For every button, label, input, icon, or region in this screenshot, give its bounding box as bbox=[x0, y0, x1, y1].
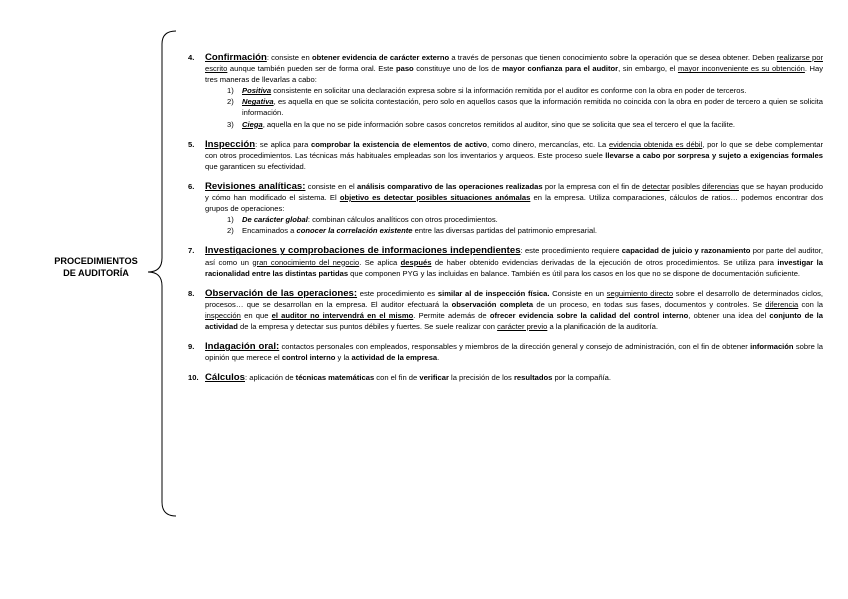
text-run: Encaminados a bbox=[242, 226, 297, 236]
sub-item bbox=[205, 85, 823, 96]
text-run: a la planificación de la auditoría. bbox=[547, 321, 658, 331]
procedure-term: Revisiones analíticas: bbox=[205, 180, 306, 192]
text-run: Negativa bbox=[242, 97, 274, 107]
text-run: observación completa bbox=[451, 299, 534, 309]
text-run: el auditor no intervendrá en el mismo bbox=[271, 310, 414, 320]
procedure-item bbox=[188, 181, 823, 236]
sub-item bbox=[205, 214, 823, 225]
text-run: con la bbox=[798, 299, 824, 309]
item-text bbox=[205, 372, 823, 383]
text-run: . Se aplica bbox=[359, 257, 401, 267]
item-number: 8. bbox=[188, 288, 195, 298]
text-run: Ciega bbox=[242, 119, 263, 129]
sub-item-number: 3) bbox=[227, 119, 234, 129]
text-run: por la compañía. bbox=[552, 373, 612, 383]
text-run: objetivo es detectar posibles situaciones anómalas bbox=[339, 193, 531, 203]
text-run: que componen PYG y las incluidas en balance. También es útil para los casos en los que no se dispone de documentación suficiente. bbox=[348, 268, 801, 278]
text-run: : este procedimiento requiere bbox=[520, 246, 622, 256]
text-run: comprobar la existencia de elementos de activo bbox=[310, 139, 487, 149]
text-run: capacidad de juicio y razonamiento bbox=[621, 246, 751, 256]
section-title-line-1: PROCEDIMIENTOS bbox=[54, 256, 138, 266]
sub-item-number: 2) bbox=[227, 226, 234, 236]
text-run: posibles bbox=[669, 181, 703, 191]
procedure-item bbox=[188, 288, 823, 332]
item-text bbox=[205, 245, 823, 278]
text-run: carácter previo bbox=[497, 321, 548, 331]
section-title-line-2: DE AUDITORÍA bbox=[63, 268, 129, 278]
text-run: diferencia bbox=[765, 299, 799, 309]
text-run: información bbox=[750, 342, 794, 352]
item-number: 10. bbox=[188, 373, 199, 383]
procedure-item bbox=[188, 372, 823, 383]
procedure-item bbox=[188, 52, 823, 130]
text-run: de un proceso, en todas sus fases, documentos y controles. Se bbox=[533, 299, 766, 309]
text-run: similar al de inspección física. bbox=[437, 288, 550, 298]
text-run: evidencia obtenida es débil bbox=[608, 139, 703, 149]
text-run: , por lo que se debe complementar con otros procedimientos. Las técnicas más habituales empleadas son los inventarios y arqueos. Este proceso suele bbox=[205, 139, 824, 160]
item-number: 9. bbox=[188, 342, 195, 352]
procedures-list bbox=[188, 52, 823, 392]
text-run: aunque también pueden ser de forma oral. Este bbox=[227, 64, 396, 74]
text-run: De carácter global bbox=[242, 215, 308, 225]
text-run: conocer la correlación existente bbox=[296, 226, 413, 236]
procedure-item bbox=[188, 139, 823, 172]
text-run: la precisión de los bbox=[448, 373, 514, 383]
text-run: constituye uno de los de bbox=[413, 64, 503, 74]
text-run: . bbox=[437, 353, 440, 363]
sub-item bbox=[205, 96, 823, 118]
text-run: seguimiento directo bbox=[606, 288, 674, 298]
curly-brace-icon bbox=[140, 30, 180, 520]
text-run: : se aplica para bbox=[255, 139, 311, 149]
text-run: de la empresa y detectar sus puntos débiles y fuertes. Se suele realizar con bbox=[237, 321, 498, 331]
text-run: verificar bbox=[419, 373, 449, 383]
text-run: , obtener una idea del bbox=[688, 310, 770, 320]
text-run: por parte del auditor, así como un bbox=[205, 246, 823, 267]
text-run: diferencias bbox=[702, 181, 739, 191]
text-run: . Permite además de bbox=[413, 310, 490, 320]
text-run: obtener evidencia de carácter externo bbox=[311, 53, 450, 62]
procedure-term: Cálculos bbox=[205, 372, 245, 384]
text-run: y la bbox=[335, 353, 352, 363]
procedure-term: Investigaciones y comprobaciones de informaciones independientes bbox=[205, 245, 521, 257]
text-run: después bbox=[400, 257, 432, 267]
sub-item-number: 2) bbox=[227, 97, 234, 107]
text-run: a través de personas que tienen conocimiento sobre la operación que se desea obtener. Deben bbox=[449, 53, 777, 62]
text-run: técnicas matemáticas bbox=[295, 373, 375, 383]
sub-item bbox=[205, 225, 823, 236]
text-run: realizarse por escrito bbox=[205, 53, 823, 74]
text-run: que garanticen su efectividad. bbox=[205, 161, 306, 171]
text-run: consiste en el bbox=[305, 181, 357, 191]
text-run: paso bbox=[395, 64, 414, 74]
text-run: detectar bbox=[642, 181, 670, 191]
text-run: llevarse a cabo por sorpresa y sujeto a exigencias formales bbox=[605, 150, 823, 160]
item-number: 7. bbox=[188, 246, 195, 256]
sub-item bbox=[205, 119, 823, 130]
text-run: ofrecer evidencia sobre la calidad del control interno bbox=[489, 310, 689, 320]
procedure-term: Inspección bbox=[205, 138, 256, 150]
text-run: , sin embargo, el bbox=[618, 64, 678, 74]
text-run: : consiste en bbox=[266, 53, 312, 62]
text-run: , aquella en la que no se pide información sobre casos concretos remitidos al auditor, sino que se solicita que sea el tercero el que la facilite. bbox=[262, 119, 736, 129]
text-run: en la empresa. Utiliza comparaciones, cálculos de ratios… podemos encontrar dos grupos de operaciones: bbox=[205, 193, 823, 214]
item-text bbox=[205, 288, 823, 332]
item-text bbox=[205, 139, 823, 172]
text-run: control interno bbox=[281, 353, 336, 363]
text-run: por la empresa con el fin de bbox=[542, 181, 643, 191]
text-run: : combinan cálculos analíticos con otros procedimientos. bbox=[307, 215, 498, 225]
text-run: en que bbox=[240, 310, 272, 320]
item-number: 4. bbox=[188, 53, 195, 62]
text-run: gran conocimiento del negocio bbox=[252, 257, 360, 267]
text-run: inspección bbox=[205, 310, 241, 320]
text-run: consistente en solicitar una declaración expresa sobre si la información remitida por el auditor es conforme con la obra en poder de terceros. bbox=[271, 86, 747, 96]
text-run: con el fin de bbox=[374, 373, 420, 383]
text-run: sobre el desarrollo de determinados ciclos, procesos… que se desarrollan en la empresa. El auditor efectuará la bbox=[205, 288, 823, 309]
text-run: , como dinero, mercancías, etc. La bbox=[486, 139, 609, 149]
item-text bbox=[205, 52, 823, 85]
text-run: Consiste en un bbox=[549, 288, 607, 298]
text-run: , es aquella en que se solicita contestación, pero solo en aquellos casos que la información remitida no coincida con la obra en poder de tercero a quien se solicita información. bbox=[242, 97, 823, 118]
sub-item-number: 1) bbox=[227, 86, 234, 96]
text-run: resultados bbox=[513, 373, 553, 383]
item-text bbox=[205, 181, 823, 214]
item-number: 5. bbox=[188, 139, 195, 149]
sub-item-number: 1) bbox=[227, 215, 234, 225]
text-run: contactos personales con empleados, responsables y miembros de la dirección general y consejo de administración, con el fin de obtener bbox=[279, 342, 751, 352]
text-run: de haber obtenido evidencias derivadas de la ejecución de otros procedimientos. Se utiliza para bbox=[431, 257, 778, 267]
text-run: mayor confianza para el auditor bbox=[502, 64, 619, 74]
text-run: . Hay tres maneras de llevarlas a cabo: bbox=[205, 64, 824, 85]
procedure-term: Confirmación bbox=[205, 52, 267, 63]
procedure-item bbox=[188, 245, 823, 278]
text-run: actividad de la empresa bbox=[351, 353, 438, 363]
text-run: sobre la opinión que merece el bbox=[205, 342, 823, 363]
procedure-term: Observación de las operaciones: bbox=[205, 287, 358, 299]
text-run: mayor inconveniente es su obtención bbox=[677, 64, 805, 74]
item-number: 6. bbox=[188, 181, 195, 191]
text-run: este procedimiento es bbox=[357, 288, 438, 298]
text-run: : aplicación de bbox=[245, 373, 296, 383]
text-run: Positiva bbox=[242, 86, 272, 96]
procedure-item bbox=[188, 341, 823, 363]
text-run: entre las diversas partidas del patrimonio empresarial. bbox=[412, 226, 597, 236]
item-text bbox=[205, 341, 823, 363]
text-run: que se hayan producido y cómo han modificado el sistema. El bbox=[205, 181, 823, 203]
text-run: conjunto de la actividad bbox=[205, 310, 824, 331]
procedure-term: Indagación oral: bbox=[205, 341, 280, 353]
text-run: análisis comparativo de las operaciones realizadas bbox=[357, 181, 543, 191]
text-run: investigar la racionalidad entre las distintas partidas bbox=[205, 257, 823, 278]
section-title bbox=[36, 255, 156, 279]
